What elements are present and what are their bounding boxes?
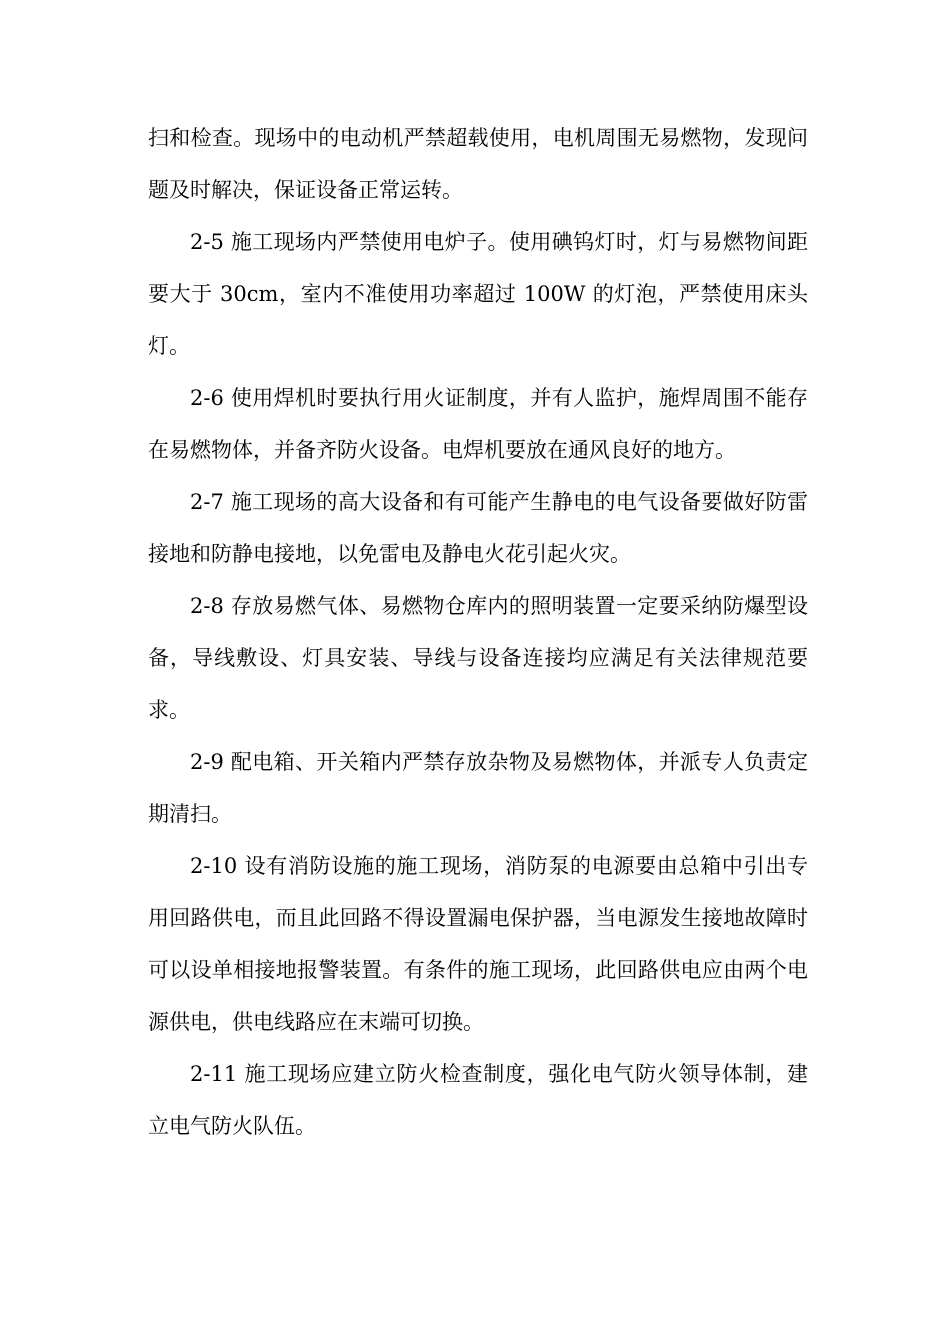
paragraph-continuation: 扫和检查。现场中的电动机严禁超载使用，电机周围无易燃物，发现问题及时解决，保证设备正常运转。: [148, 126, 808, 202]
paragraph-2-7: 2-7 施工现场的高大设备和有可能产生静电的电气设备要做好防雷接地和防静电接地，以免雷电及静电火花引起火灾。: [148, 490, 808, 566]
paragraph-2-8: 2-8 存放易燃气体、易燃物仓库内的照明装置一定要采纳防爆型设备，导线敷设、灯具安装、导线与设备连接均应满足有关法律规范要求。: [148, 594, 808, 722]
paragraph-2-10: 2-10 设有消防设施的施工现场，消防泵的电源要由总箱中引出专用回路供电，而且此回路不得设置漏电保护器，当电源发生接地故障时可以设单相接地报警装置。有条件的施工现场，此回路供电应由两个电源供电，供电线路应在末端可切换。: [148, 854, 808, 1034]
body-text: [148, 112, 808, 1152]
paragraph-2-11: 2-11 施工现场应建立防火检查制度，强化电气防火领导体制，建立电气防火队伍。: [148, 1062, 808, 1138]
paragraph-2-6: 2-6 使用焊机时要执行用火证制度，并有人监护，施焊周围不能存在易燃物体，并备齐防火设备。电焊机要放在通风良好的地方。: [148, 386, 808, 462]
paragraph-2-5: 2-5 施工现场内严禁使用电炉子。使用碘钨灯时，灯与易燃物间距要大于 30cm，室内不准使用功率超过 100W 的灯泡，严禁使用床头灯。: [148, 230, 808, 358]
paragraph-2-9: 2-9 配电箱、开关箱内严禁存放杂物及易燃物体，并派专人负责定期清扫。: [148, 750, 808, 826]
